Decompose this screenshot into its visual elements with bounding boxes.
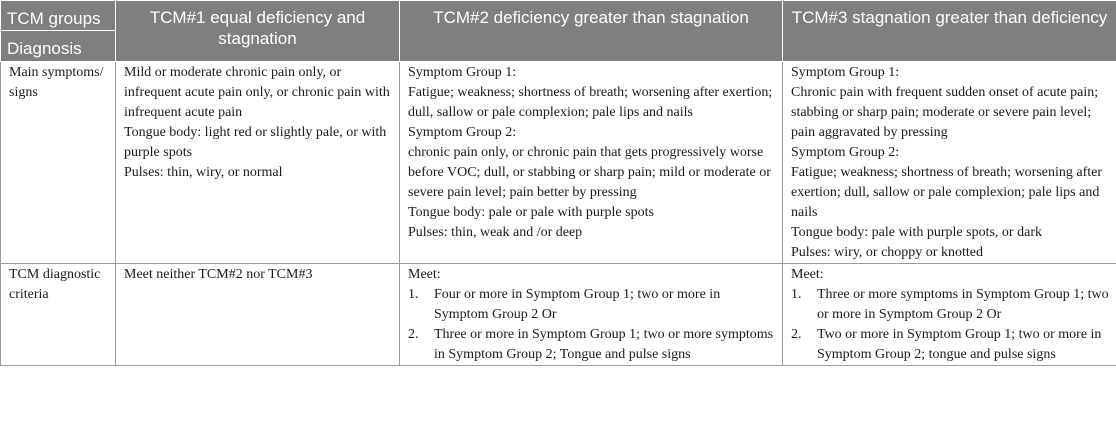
criteria-number: 1. — [408, 287, 419, 302]
cell-line: Mild or moderate chronic pain only, or infrequent acute pain only, or chronic pain with infrequent acute pain — [124, 65, 390, 120]
row-label-diagnostic-criteria: TCM diagnostic criteria — [1, 264, 116, 366]
cell-symptoms-tcm2 — [400, 62, 783, 264]
header-corner-cell — [1, 1, 116, 62]
criteria-number: 1. — [791, 287, 802, 302]
cell-criteria-tcm1: Meet neither TCM#2 nor TCM#3 — [116, 264, 400, 366]
criteria-number: 2. — [408, 327, 419, 342]
criteria-list — [408, 285, 775, 365]
cell-line: Tongue body: pale or pale with purple spots — [408, 205, 654, 220]
header-tcm1: TCM#1 equal deficiency and stagnation — [116, 1, 400, 62]
row-diagnostic-criteria — [1, 264, 1116, 366]
row-label-main-symptoms: Main symptoms/ signs — [1, 62, 116, 264]
criteria-number: 2. — [791, 327, 802, 342]
cell-line: Fatigue; weakness; shortness of breath; worsening after exertion; dull, sallow or pale complexion; pale lips and nails — [791, 165, 1103, 220]
header-tcm3: TCM#3 stagnation greater than deficiency — [783, 1, 1116, 62]
cell-line: Chronic pain with frequent sudden onset of acute pain; stabbing or sharp pain; moderate or severe pain level; pain aggravated by pressing — [791, 85, 1099, 140]
criteria-item — [791, 285, 1109, 325]
cell-line: Pulses: thin, wiry, or normal — [124, 165, 283, 180]
header-tcm2: TCM#2 deficiency greater than stagnation — [400, 1, 783, 62]
criteria-list — [791, 285, 1109, 365]
cell-symptoms-tcm3 — [783, 62, 1116, 264]
criteria-text: Three or more in Symptom Group 1; two or more symptoms in Symptom Group 2; Tongue and pulse signs — [434, 327, 774, 362]
cell-line: Symptom Group 2: — [408, 125, 517, 140]
cell-line: chronic pain only, or chronic pain that gets progressively worse before VOC; dull, or stabbing or sharp pain; mild or moderate or severe pain level; pain better by pressing — [408, 145, 771, 200]
cell-line: Symptom Group 1: — [408, 65, 517, 80]
cell-line: Pulses: thin, weak and /or deep — [408, 225, 583, 240]
cell-criteria-tcm2 — [400, 264, 783, 366]
header-tcm-groups: TCM groups — [1, 1, 115, 31]
cell-line: Tongue body: pale with purple spots, or dark — [791, 225, 1042, 240]
row-main-symptoms — [1, 62, 1116, 264]
header-row — [1, 1, 1116, 62]
criteria-text: Two or more in Symptom Group 1; two or more in Symptom Group 2; tongue and pulse signs — [817, 327, 1102, 362]
criteria-item — [408, 285, 775, 325]
cell-line: Pulses: wiry, or choppy or knotted — [791, 245, 983, 260]
criteria-intro: Meet: — [791, 267, 824, 282]
cell-line: Tongue body: light red or slightly pale, or with purple spots — [124, 125, 387, 160]
criteria-text: Four or more in Symptom Group 1; two or more in Symptom Group 2 Or — [434, 287, 721, 322]
criteria-item — [408, 325, 775, 365]
criteria-text: Three or more symptoms in Symptom Group 1; two or more in Symptom Group 2 Or — [817, 287, 1109, 322]
cell-line: Symptom Group 1: — [791, 65, 900, 80]
criteria-item — [791, 325, 1109, 365]
header-diagnosis: Diagnosis — [7, 39, 82, 58]
cell-criteria-tcm3 — [783, 264, 1116, 366]
cell-symptoms-tcm1 — [116, 62, 400, 264]
criteria-intro: Meet: — [408, 267, 441, 282]
cell-line: Fatigue; weakness; shortness of breath; worsening after exertion; dull, sallow or pale complexion; pale lips and nails — [408, 85, 773, 120]
cell-line: Symptom Group 2: — [791, 145, 900, 160]
